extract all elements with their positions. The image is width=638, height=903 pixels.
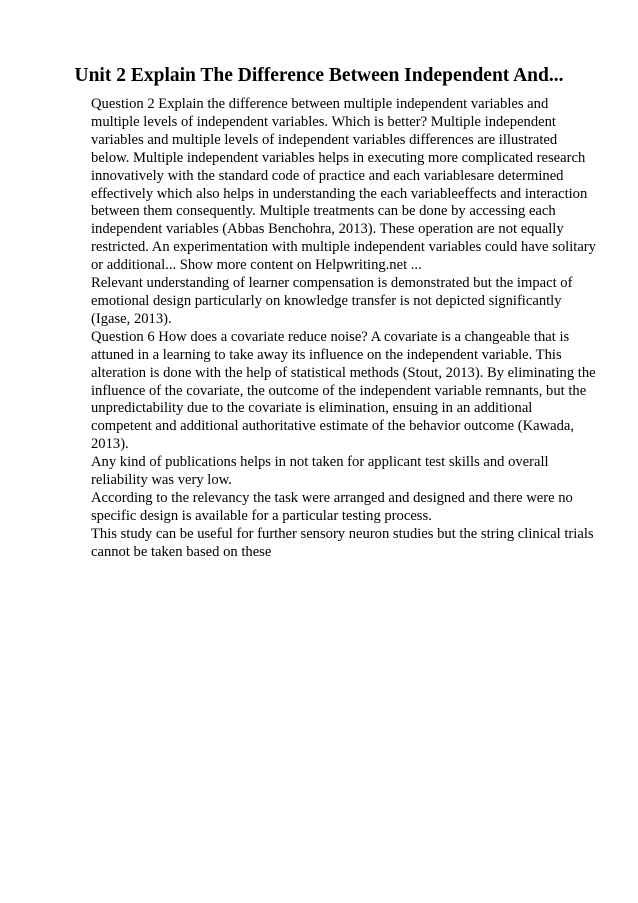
paragraph-question-6: Question 6 How does a covariate reduce noise? A covariate is a changeable that is attuned in a learning to take away its influence on the independent variable. This alteration is done with the help of statistical methods (Stout, 2013). By eliminating the influence of the covariate, the outcome of the independent variable remnants, but the unpredictability due to the covariate is elimination, ensuing in an additional competent and additional authoritative estimate of the behavior outcome (Kawada, 2013). [91, 328, 596, 453]
paragraph-sensory-neuron: This study can be useful for further sensory neuron studies but the string clinical trials cannot be taken based on these [91, 525, 594, 560]
document-title: Unit 2 Explain The Difference Between Independent And... [74, 65, 564, 86]
paragraph-relevancy: According to the relevancy the task were arranged and designed and there were no specific design is available for a particular testing process. [91, 489, 573, 524]
paragraph-learner-compensation: Relevant understanding of learner compensation is demonstrated but the impact of emotional design particularly on knowledge transfer is not depicted significantly (Igase, 2013). [91, 275, 573, 327]
paragraph-question-2: Question 2 Explain the difference between multiple independent variables and multiple levels of independent variables. Which is better? Multiple independent variables and multiple levels of independent variables differences are illustrated below. Multiple independent variables helps in executing more complicated research innovatively with the standard code of practice and each variablesare determined effectively which also helps in understanding the each variableeffects and interaction between them consequently. Multiple treatments can be done by accessing each independent variables (Abbas Benchohra, 2013). These operation are not equally restricted. An experimentation with multiple independent variables could have solitary or additional... Show more content on Helpwriting.net ... [91, 96, 596, 274]
document-body [91, 96, 596, 562]
paragraph-publications: Any kind of publications helps in not taken for applicant test skills and overall reliability was very low. [91, 454, 549, 489]
